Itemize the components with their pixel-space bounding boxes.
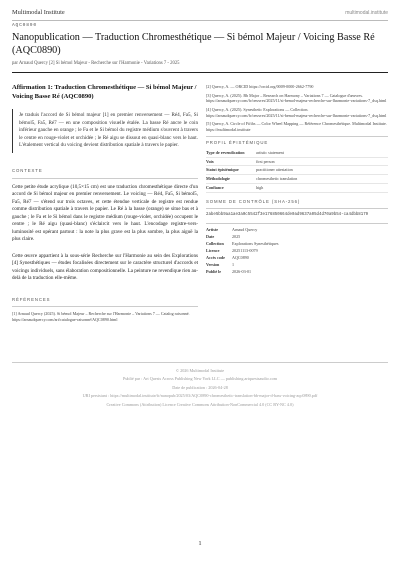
table-row <box>206 254 388 261</box>
table-row <box>206 166 388 175</box>
reference-item[interactable]: [5] Quercy, A. Circle of Fifths — Color Wheel Mapping — Référence Chromesthétique. Multimodal Institute. https://multimodal.institute <box>206 121 387 133</box>
metadata-divider <box>206 223 388 224</box>
side-column <box>206 84 388 275</box>
meta-key: Date <box>206 233 215 239</box>
table-row <box>206 240 388 247</box>
meta-value: Explorations Synesthétiques <box>232 240 279 246</box>
table-row <box>206 268 388 275</box>
epistemic-profile-heading: PROFIL ÉPISTÉMIQUE <box>206 139 269 145</box>
title-divider <box>12 72 388 73</box>
meta-value: 2025 <box>232 233 241 239</box>
meta-value: AQC0890 <box>232 254 249 260</box>
table-row <box>206 157 388 166</box>
table-row <box>206 233 388 240</box>
meta-key: Licence <box>206 247 220 253</box>
meta-value: 2026-03-01 <box>232 268 252 274</box>
page-title: Nanopublication — Traduction Chromesthétique — Si bémol Majeur / Voicing Basse Ré (AQC0890) <box>12 32 375 56</box>
page-header <box>12 9 388 16</box>
epistemic-profile-table <box>206 149 388 193</box>
meta-value: 20251113-0079 <box>232 247 258 253</box>
table-row <box>206 183 388 192</box>
meta-key: Artiste <box>206 226 219 232</box>
table-row <box>206 247 388 254</box>
footer-copyright: © 2026 Multimodal Institute <box>175 368 225 373</box>
institute-site-link[interactable]: multimodal.institute <box>345 10 388 16</box>
header-divider <box>12 20 388 21</box>
meta-value: 1 <box>232 261 235 267</box>
institute-name: Multimodal Institute <box>12 9 65 16</box>
abstract-quote: Je traduis l'accord de Si bémol majeur [1] en premier renversement — Ré4, Fa5, Si bémol5, Fa5, Ré7 — en une composition visuelle étalée. La basse Ré ancre le coin inférieur gauche en orange ; le Fa et le Si bémol du registre médium s'ouvrent à travers le centre en rouge-violet et orchidée ; le Ré aigu se dissout en quasi-blanc vers le haut. L'étalement vertical du voicing devient distribution spatiale à travers le papier. <box>12 109 198 153</box>
main-column <box>12 83 198 323</box>
footer-publication-date: Date de publication : 2026-04-28 <box>172 384 228 390</box>
profile-key: Méthodologie <box>206 175 256 184</box>
table-row <box>206 175 388 184</box>
reference-item[interactable]: [1] Arnaud Quercy (2025). Si bémol Majeur – Recherche sur l'Harmonie – Variations 7 — Catalog raisonné. https://arnaudquercy.com/art/catalogue-raisonné/AQC0890.html <box>12 310 190 322</box>
reference-item[interactable]: [4] Quercy, A. (2025). Synesthetic Explorations — Collection. https://arnaudquercy.com/fr/oeuvres/2025/11/si-bemol-majeur-recherche-sur-lharmonie-variations-7_dsq.html <box>206 106 387 118</box>
profile-key: Voix <box>206 157 256 166</box>
references-heading: RÉFÉRENCES <box>12 296 51 302</box>
footer-license: Creative Commons (Attribution) Licence Creative Commons Attribution-NonCommercial 4.0 (CC BY-NC 4.0) <box>106 401 294 407</box>
assertion-heading: Affirmation 1: Traduction Chromesthétique — Si bémol Majeur / Voicing Basse Ré (AQC0890) <box>12 84 197 100</box>
metadata-table <box>206 226 388 276</box>
profile-divider <box>206 136 388 137</box>
profile-key: Confiance <box>206 183 256 192</box>
profile-key: Statut épistémique <box>206 166 256 175</box>
context-divider <box>12 178 198 179</box>
document-id: AQC0890 <box>12 23 37 28</box>
reference-item[interactable]: [2] Quercy, A. — ORCID https://orcid.org/0009-0000-2662-7790 <box>206 84 314 89</box>
context-heading: CONTEXTE <box>12 167 43 173</box>
table-row <box>206 261 388 268</box>
references-divider <box>12 306 198 307</box>
page-footer <box>12 362 388 409</box>
table-row <box>206 226 388 233</box>
profile-key: Type de revendication <box>206 149 256 157</box>
footer-persistent-uri[interactable]: URI persistant : https://multimodal.institute/fr/nanopub/2025/03/AQC0890-chromesthetic-translation-bb-major-d-bass-voicing-aqc0890.pdf <box>82 393 318 399</box>
checksum-value: 2abe5bb9aa1ae3a0c5542f3e176850664de0ad9637a05d4d70a9b54-ca4dbb8179 <box>206 212 369 217</box>
byline: par Arnaud Quercy [2] Si bémol Majeur - Recherche sur l'Harmonie - Variations 7 - 2025 <box>12 61 180 66</box>
reference-item[interactable]: [3] Quercy, A. (2025). Bb Major – Research on Harmony – Variations 7 — Catalogue d'œuvres. https://arnaudquercy.com/fr/oeuvres/2025/11/si-bemol-majeur-recherche-sur-lharmonie-variations-7_dsq.html <box>206 92 387 104</box>
profile-value: first person <box>256 157 388 166</box>
table-row <box>206 149 388 157</box>
checksum-divider <box>206 208 388 209</box>
meta-key: Accès code <box>206 254 225 260</box>
meta-key: Version <box>206 261 220 267</box>
profile-value: practitioner attestation <box>256 166 388 175</box>
checksum-heading: SOMME DE CONTRÔLE (SHA-256) <box>206 198 301 204</box>
meta-key: Publié le <box>206 268 222 274</box>
profile-value: high <box>256 183 388 192</box>
page-number: 1 <box>198 540 202 547</box>
footer-publisher: Publié par : Art Quests Across Publishing New York LLC — publishing.artquestsaudio.com <box>122 376 277 382</box>
meta-value: Arnaud Quercy <box>232 226 258 232</box>
profile-value: chromesthetic translation <box>256 175 388 184</box>
context-paragraph-2: Cette œuvre appartient à la sous-série Recherche sur l'Harmonie au sein des Explorations [4] Synesthétiques — études focalisées directement sur le caractère structurel d'accords et voicings individuels, sans élaboration compositionnelle. La peinture ne revendique rien au-delà de la traduction elle-même. <box>12 252 198 282</box>
meta-key: Collection <box>206 240 224 246</box>
profile-value: artistic statement <box>256 149 388 157</box>
context-paragraph-1: Cette petite étude acrylique (10,5×15 cm) est une traduction chromesthétique directe d'un accord de Si bémol majeur en premier renversement. Le voicing — Ré4, Fa5, Si bémol5, Fa5, Ré7 — s'étend sur trois octaves, et cette étendue verticale de registre est rendue comme distribution spatiale à travers le papier. Le Ré à la basse (orange) se situe bas et à gauche ; le Fa et le Si bémol dans le registre médium (rouge-violet, orchidée) occupent le centre ; le Ré aigu (quasi-blanc) s'éclaircit vers le haut. L'encodage registre-vers-luminosité est opérant partout : la note la plus grave est la plus sombre, la plus aiguë la plus claire. <box>12 183 198 243</box>
